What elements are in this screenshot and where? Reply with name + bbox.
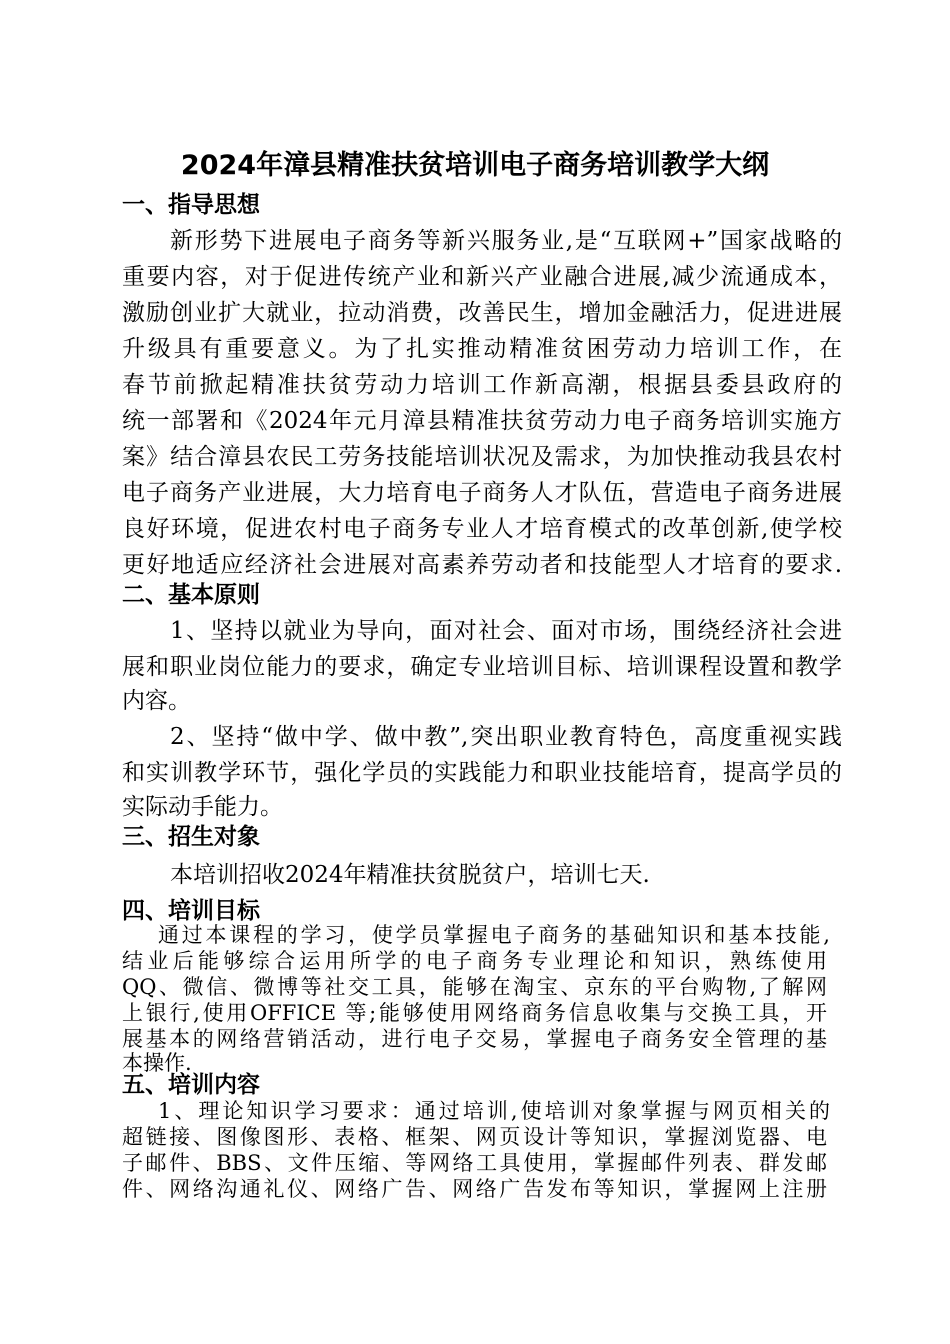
document-title: 2024年漳县精准扶贫培训电子商务培训教学大纲 xyxy=(180,150,770,181)
paragraph-line: 内容。 xyxy=(122,688,191,714)
paragraph-line: 良好环境，促进农村电子商务专业人才培育模式的改革创新,使学校 xyxy=(122,516,842,542)
paragraph-line: 2、坚持“做中学、做中教”,突出职业教育特色，高度重视实践 xyxy=(170,724,842,750)
paragraph-line: 本操作. xyxy=(122,1051,192,1075)
section-heading-training-goals: 四、培训目标 xyxy=(122,898,260,924)
paragraph-line: 电子商务产业进展，大力培育电子商务人才队伍，营造电子商务进展 xyxy=(122,480,842,506)
section-heading-basic-principles: 二、基本原则 xyxy=(122,582,260,608)
paragraph-line: 展基本的网络营销活动，进行电子交易，掌握电子商务安全管理的基 xyxy=(122,1027,827,1051)
paragraph-line: 上银行,使用OFFICE 等;能够使用网络商务信息收集与交换工具，开 xyxy=(122,1001,827,1025)
paragraph-line: 通过本课程的学习，使学员掌握电子商务的基础知识和基本技能, xyxy=(158,923,830,947)
paragraph-line: 子邮件、BBS、文件压缩、等网络工具使用，掌握邮件列表、群发邮 xyxy=(122,1151,827,1175)
paragraph-line: QQ、微信、微博等社交工具，能够在淘宝、京东的平台购物,了解网 xyxy=(122,975,827,999)
paragraph-line: 更好地适应经济社会进展对高素养劳动者和技能型人才培育的要求. xyxy=(122,552,842,578)
paragraph-line: 件、网络沟通礼仪、网络广告、网络广告发布等知识，掌握网上注册 xyxy=(122,1177,827,1201)
paragraph-line: 超链接、图像图形、表格、框架、网页设计等知识，掌握浏览器、电 xyxy=(122,1125,827,1149)
paragraph-line: 实际动手能力。 xyxy=(122,794,283,820)
section-heading-guiding-ideology: 一、指导思想 xyxy=(122,192,260,218)
paragraph-line: 结业后能够综合运用所学的电子商务专业理论和知识，熟练使用 xyxy=(122,949,827,973)
section-heading-training-content: 五、培训内容 xyxy=(122,1072,260,1098)
paragraph-line: 升级具有重要意义。为了扎实推动精准贫困劳动力培训工作，在 xyxy=(122,336,842,362)
section-heading-enrollment: 三、招生对象 xyxy=(122,824,260,850)
paragraph-line: 展和职业岗位能力的要求，确定专业培训目标、培训课程设置和教学 xyxy=(122,654,842,680)
paragraph-line: 1、坚持以就业为导向，面对社会、面对市场，围绕经济社会进 xyxy=(170,618,842,644)
paragraph-line: 1、理论知识学习要求：通过培训,使培训对象掌握与网页相关的 xyxy=(158,1099,830,1123)
paragraph-line: 新形势下进展电子商务等新兴服务业,是“互联网+”国家战略的 xyxy=(170,228,842,254)
paragraph-line: 和实训教学环节，强化学员的实践能力和职业技能培育，提高学员的 xyxy=(122,760,842,786)
paragraph-line: 春节前掀起精准扶贫劳动力培训工作新高潮，根据县委县政府的 xyxy=(122,372,842,398)
paragraph-line: 案》结合漳县农民工劳务技能培训状况及需求，为加快推动我县农村 xyxy=(122,444,842,470)
paragraph-line: 重要内容，对于促进传统产业和新兴产业融合进展,减少流通成本， xyxy=(122,264,842,290)
paragraph-line: 本培训招收2024年精准扶贫脱贫户，培训七天. xyxy=(170,862,650,888)
paragraph-line: 统一部署和《2024年元月漳县精准扶贫劳动力电子商务培训实施方 xyxy=(122,408,842,434)
paragraph-line: 激励创业扩大就业，拉动消费，改善民生，增加金融活力，促进进展 xyxy=(122,300,842,326)
